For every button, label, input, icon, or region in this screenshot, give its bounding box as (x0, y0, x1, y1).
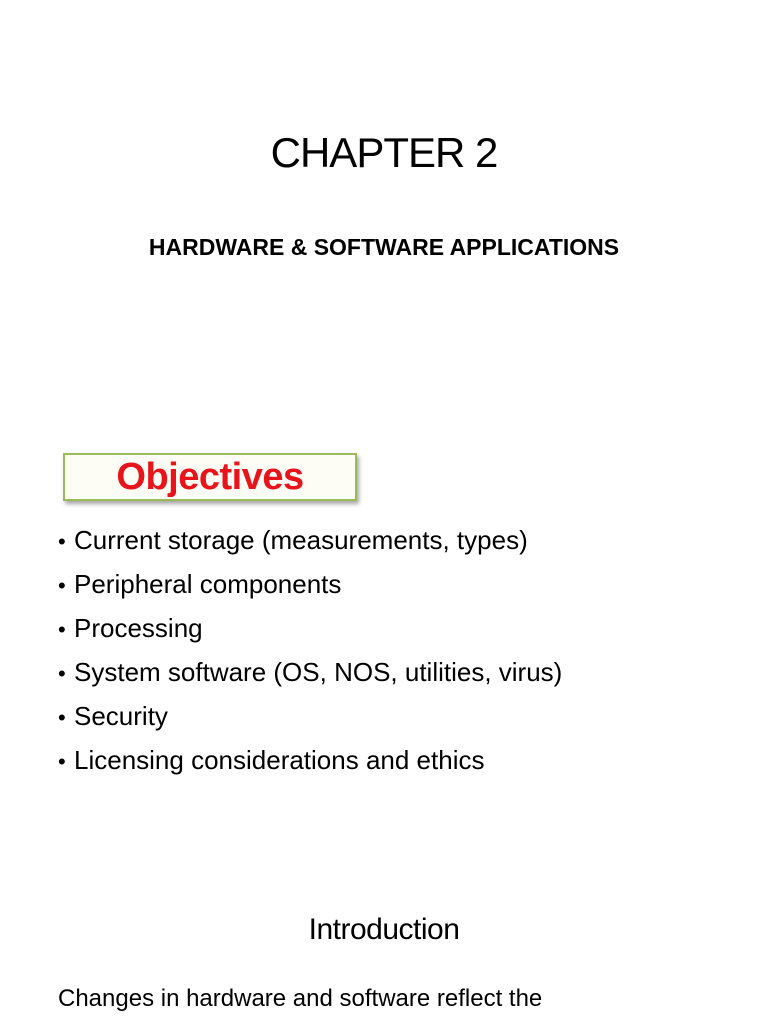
list-item (58, 607, 758, 651)
list-item-text: Licensing considerations and ethics (74, 745, 485, 775)
list-item-text: System software (OS, NOS, utilities, virus) (74, 657, 563, 687)
list-item (58, 695, 758, 739)
objectives-heading: Objectives (116, 456, 304, 498)
list-item-text: Current storage (measurements, types) (74, 525, 528, 555)
bullet-icon: • (58, 661, 66, 686)
introduction-heading: Introduction (308, 913, 460, 946)
chapter-subtitle: HARDWARE & SOFTWARE APPLICATIONS (148, 234, 620, 260)
list-item (58, 563, 758, 607)
list-item-text: Peripheral components (74, 569, 342, 599)
list-item-text: Processing (74, 613, 203, 643)
bullet-icon: • (58, 749, 66, 774)
list-item (58, 739, 758, 783)
list-item (58, 651, 758, 695)
introduction-paragraph: Changes in hardware and software reflect the (58, 985, 543, 1012)
chapter-title: CHAPTER 2 (270, 129, 498, 176)
bullet-icon: • (58, 573, 66, 598)
list-item-text: Security (74, 701, 168, 731)
objectives-list (58, 519, 758, 783)
list-item (58, 519, 758, 563)
bullet-icon: • (58, 705, 66, 730)
bullet-icon: • (58, 529, 66, 554)
bullet-icon: • (58, 617, 66, 642)
objectives-heading-box (63, 453, 357, 501)
